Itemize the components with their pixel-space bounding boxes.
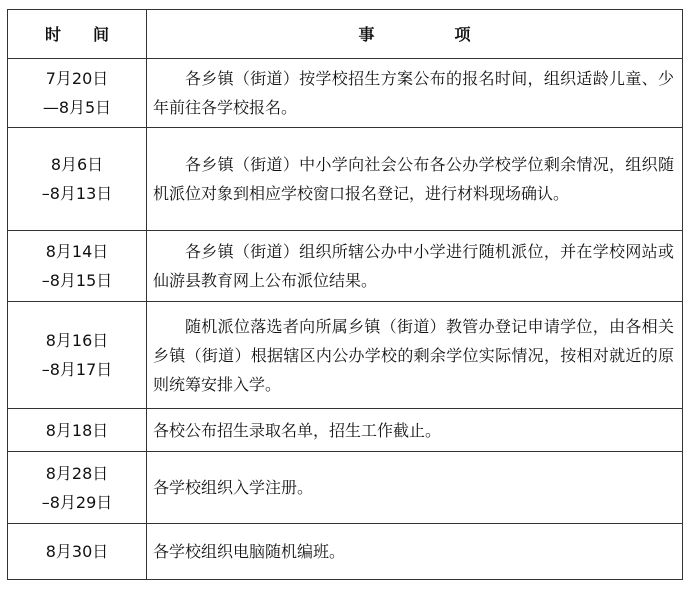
table-row bbox=[8, 59, 683, 128]
item-text: 各学校组织电脑随机编班。 bbox=[153, 542, 346, 561]
time-end: —8月5日 bbox=[42, 98, 112, 117]
time-cell bbox=[8, 128, 147, 231]
enrollment-schedule-table bbox=[7, 9, 683, 580]
time-cell bbox=[8, 409, 147, 452]
item-cell bbox=[147, 59, 683, 128]
time-start: 8月14日 bbox=[45, 242, 109, 261]
table-row bbox=[8, 128, 683, 231]
item-text: 各乡镇（街道）组织所辖公办中小学进行随机派位，并在学校网站或仙游县教育网上公布派位结果。 bbox=[153, 242, 674, 290]
time-start: 8月30日 bbox=[45, 542, 109, 561]
item-cell bbox=[147, 524, 683, 580]
time-cell bbox=[8, 524, 147, 580]
item-cell bbox=[147, 452, 683, 524]
item-text: 各乡镇（街道）按学校招生方案公布的报名时间，组织适龄儿童、少年前往各学校报名。 bbox=[153, 69, 674, 117]
table-row bbox=[8, 231, 683, 302]
time-start: 8月6日 bbox=[50, 155, 104, 174]
time-cell bbox=[8, 302, 147, 409]
time-cell bbox=[8, 231, 147, 302]
item-cell bbox=[147, 128, 683, 231]
item-cell bbox=[147, 409, 683, 452]
item-cell bbox=[147, 231, 683, 302]
item-text: 各校公布招生录取名单，招生工作截止。 bbox=[153, 420, 442, 440]
header-time: 时间 bbox=[8, 10, 147, 59]
time-end: –8月13日 bbox=[41, 184, 113, 203]
time-cell bbox=[8, 59, 147, 128]
time-start: 7月20日 bbox=[45, 69, 109, 88]
item-text: 各学校组织入学注册。 bbox=[153, 478, 314, 497]
time-end: –8月29日 bbox=[41, 492, 113, 512]
time-end: –8月15日 bbox=[41, 271, 113, 290]
table-row bbox=[8, 409, 683, 452]
table-row bbox=[8, 302, 683, 409]
item-text: 随机派位落选者向所属乡镇（街道）教管办登记申请学位，由各相关乡镇（街道）根据辖区内公办学校的剩余学位实际情况，按相对就近的原则统筹安排入学。 bbox=[153, 316, 674, 394]
time-start: 8月18日 bbox=[45, 420, 109, 440]
time-start: 8月28日 bbox=[45, 463, 109, 483]
table-row bbox=[8, 524, 683, 580]
item-cell bbox=[147, 302, 683, 409]
item-text: 各乡镇（街道）中小学向社会公布各公办学校学位剩余情况，组织随机派位对象到相应学校窗口报名登记，进行材料现场确认。 bbox=[153, 155, 674, 203]
time-start: 8月16日 bbox=[45, 331, 109, 350]
time-end: –8月17日 bbox=[41, 360, 113, 379]
header-item: 事项 bbox=[147, 10, 683, 59]
table-header-row bbox=[8, 10, 683, 59]
table-row bbox=[8, 452, 683, 524]
time-cell bbox=[8, 452, 147, 524]
